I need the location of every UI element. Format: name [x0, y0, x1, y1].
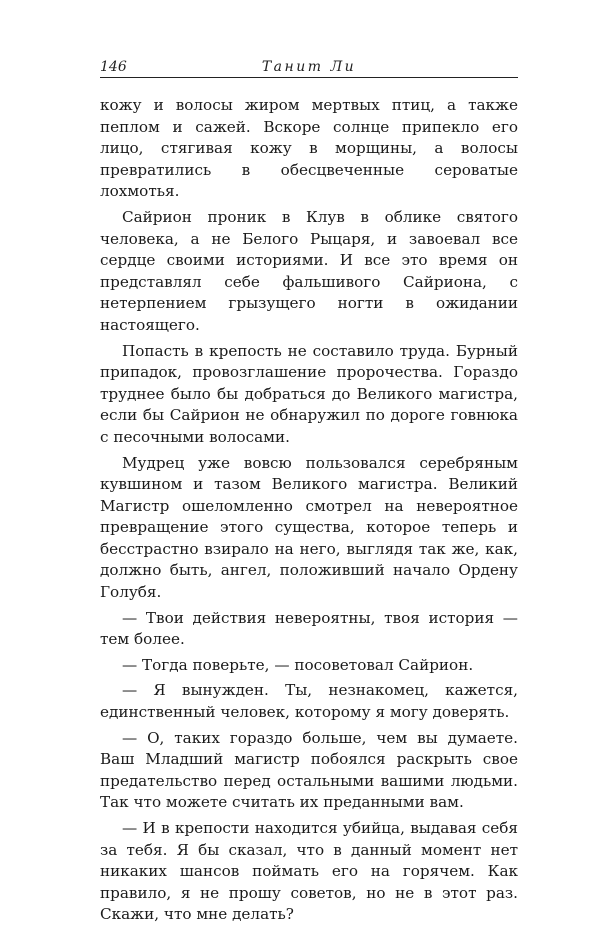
- dialogue-line: — Твои действия невероятны, твоя история — тем более.: [100, 608, 518, 649]
- dialogue-line: — Я вынужден. Ты, незнакомец, кажется, единственный человек, которому я могу доверять.: [100, 681, 518, 722]
- paragraph: Попасть в крепость не составило труда. Бурный припадок, провозглашение пророчества. Гораздо труднее было бы добраться до Великого магистра, если бы Сайрион не обнаружил по дороге говнюка с песочными волосами.: [100, 341, 518, 446]
- running-header: [100, 53, 518, 78]
- body-text: [100, 95, 518, 930]
- dialogue-line: — О, таких гораздо больше, чем вы думаете. Ваш Младший магистр побоялся раскрыть свое предательство перед остальными вашими людьми. Так что можете считать их преданными вам.: [100, 728, 518, 812]
- paragraph: Мудрец уже вовсю пользовался серебряным кувшином и тазом Великого магистра. Великий Магистр ошеломленно смотрел на невероятное превращение этого существа, которое теперь и бесстрастно взирало на него, выглядя так же, как, должно быть, ангел, положивший начало Ордену Голубя.: [100, 453, 518, 602]
- paragraph: кожу и волосы жиром мертвых птиц, а также пеплом и сажей. Вскоре солнце припекло его лицо, стягивая кожу в морщины, а волосы превратились в обесцвеченные сероватые лохмотья.: [100, 96, 518, 201]
- dialogue-line: — Тогда поверьте, — посоветовал Сайрион.: [122, 655, 474, 674]
- dialogue-line: — И в крепости находится убийца, выдавая себя за тебя. Я бы сказал, что в данный момент нет никаких шансов поймать его на горячем. Как правило, я не прошу советов, но не в этот раз. Скажи, что мне делать?: [100, 819, 518, 924]
- running-title: Танит Ли: [261, 59, 357, 75]
- page-number: 146: [100, 59, 127, 75]
- paragraph: Сайрион проник в Клув в облике святого человека, а не Белого Рыцаря, и завоевал все сердце своими историями. И все это время он представлял себе фальшивого Сайриона, с нетерпением грызущего ногти в ожидании настоящего.: [100, 207, 518, 334]
